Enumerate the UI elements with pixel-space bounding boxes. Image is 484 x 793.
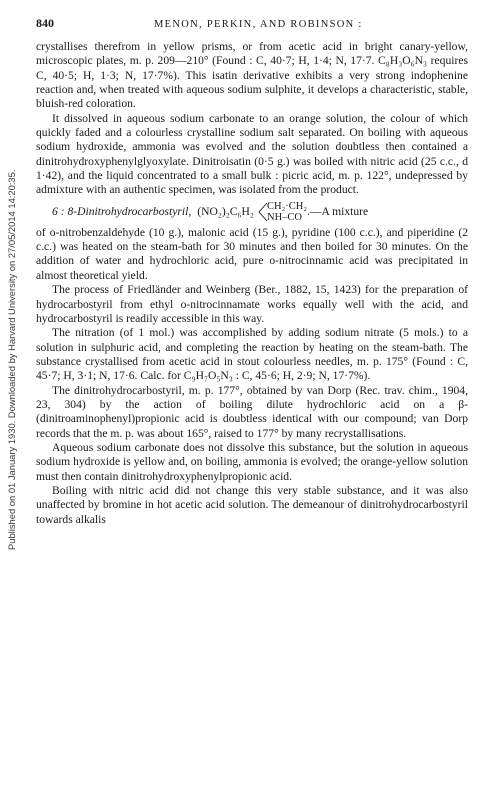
- ring-upper: CH₂·CH₂: [266, 200, 307, 212]
- paragraph: Aqueous sodium carbonate does not dissolve this substance, but the solution in aqueous sodium hydroxide is yellow and, on boiling, ammonia is evolved; the orange-yellow solution must then contain dinitrohydroxyphenylpropionic acid.: [36, 440, 468, 483]
- page-number: 840: [36, 16, 54, 30]
- paragraph: The nitration (of 1 mol.) was accomplished by adding sodium nitrate (5 mols.) to a solution in sulphuric acid, and completing the reaction by heating on the steam-bath. The substance crystallised from acetic acid in stout colourless needles, m. p. 175° (Found : C, 45·7; H, 3·1; N, 17·6. Calc. for C₉H₇O₅N₃ : C, 45·6; H, 2·9; N, 17·7%).: [36, 326, 468, 383]
- page-header: [36, 16, 468, 34]
- paragraph: The process of Friedländer and Weinberg (Ber., 1882, 15, 1423) for the preparation of hydrocarbostyril from ethyl o-nitrocinnamate works equally well with the acid, and hydrocarbostyril is readily accessible in this way.: [36, 283, 468, 325]
- paragraph: The dinitrohydrocarbostyril, m. p. 177°, obtained by van Dorp (Rec. trav. chim., 1904, 23, 304) by the action of boiling dilute hydrochloric acid on a β-(dinitroaminophenyl)propionic acid is doubtless identical with our compound; van Dorp records that the m. p. was about 165°, raised to 177° by many recrystallisations.: [36, 383, 468, 440]
- compound-name: 6 : 8-Dinitrohydrocarbostyril,: [52, 204, 192, 218]
- ring-bracket: [258, 201, 307, 223]
- download-watermark: Published on 01 January 1930. Downloaded by Harvard University on 27/05/2014 14:20:35.: [6, 169, 17, 551]
- compound-heading: [36, 199, 468, 225]
- paragraph: Boiling with nitric acid did not change this very stable substance, and it was also unaffected by bromine in hot acetic acid solution. The demeanour of dinitrohydrocarbostyril towards alkalis: [36, 483, 468, 526]
- ring-groups: [267, 201, 307, 223]
- paragraph: crystallises therefrom in yellow prisms, or from acetic acid in bright canary-yellow, microscopic plates, m. p. 209—210° (Found : C, 40·7; H, 1·4; N, 17·7. C₈H₃O₆N₃ requires C, 40·5; H, 1·3; N, 17·7%). This isatin derivative exhibits a very strong indophenine reaction and, when treated with aqueous sodium sulphite, it develops a characteristic, stable, bluish-red coloration.: [36, 40, 468, 111]
- running-title: MENON, PERKIN, AND ROBINSON :: [154, 19, 363, 30]
- formula-after: .—A mixture: [306, 204, 369, 218]
- bracket-icon: [258, 201, 267, 223]
- paragraph: It dissolved in aqueous sodium carbonate to an orange solution, the colour of which quickly faded and a colourless crystalline sodium salt separated. On boiling with aqueous sodium hydroxide, ammonia was evolved and the solution doubtless then contained a dinitrohydroxyphenylglyoxylate. Dinitroisatin (0·5 g.) was boiled with nitric acid (25 c.c., d 1·42), and the liquid concentrated to a small bulk : picric acid, m. p. 122°, undepressed by admixture with an authentic specimen, was isolated from the product.: [36, 111, 468, 197]
- ring-lower: NH–CO: [266, 211, 302, 223]
- page: [36, 16, 468, 527]
- formula-core: (NO₂)₂C₆H₂: [197, 204, 254, 218]
- article-body: [36, 40, 468, 527]
- paragraph: of o-nitrobenzaldehyde (10 g.), malonic acid (15 g.), pyridine (100 c.c.), and piperidine (2 c.c.) was heated on the steam-bath for 30 minutes and then boiled for 30 minutes. On the addition of water and hydrochloric acid, pure o-nitrocinnamic acid was precipitated in almost theoretical yield.: [36, 225, 468, 282]
